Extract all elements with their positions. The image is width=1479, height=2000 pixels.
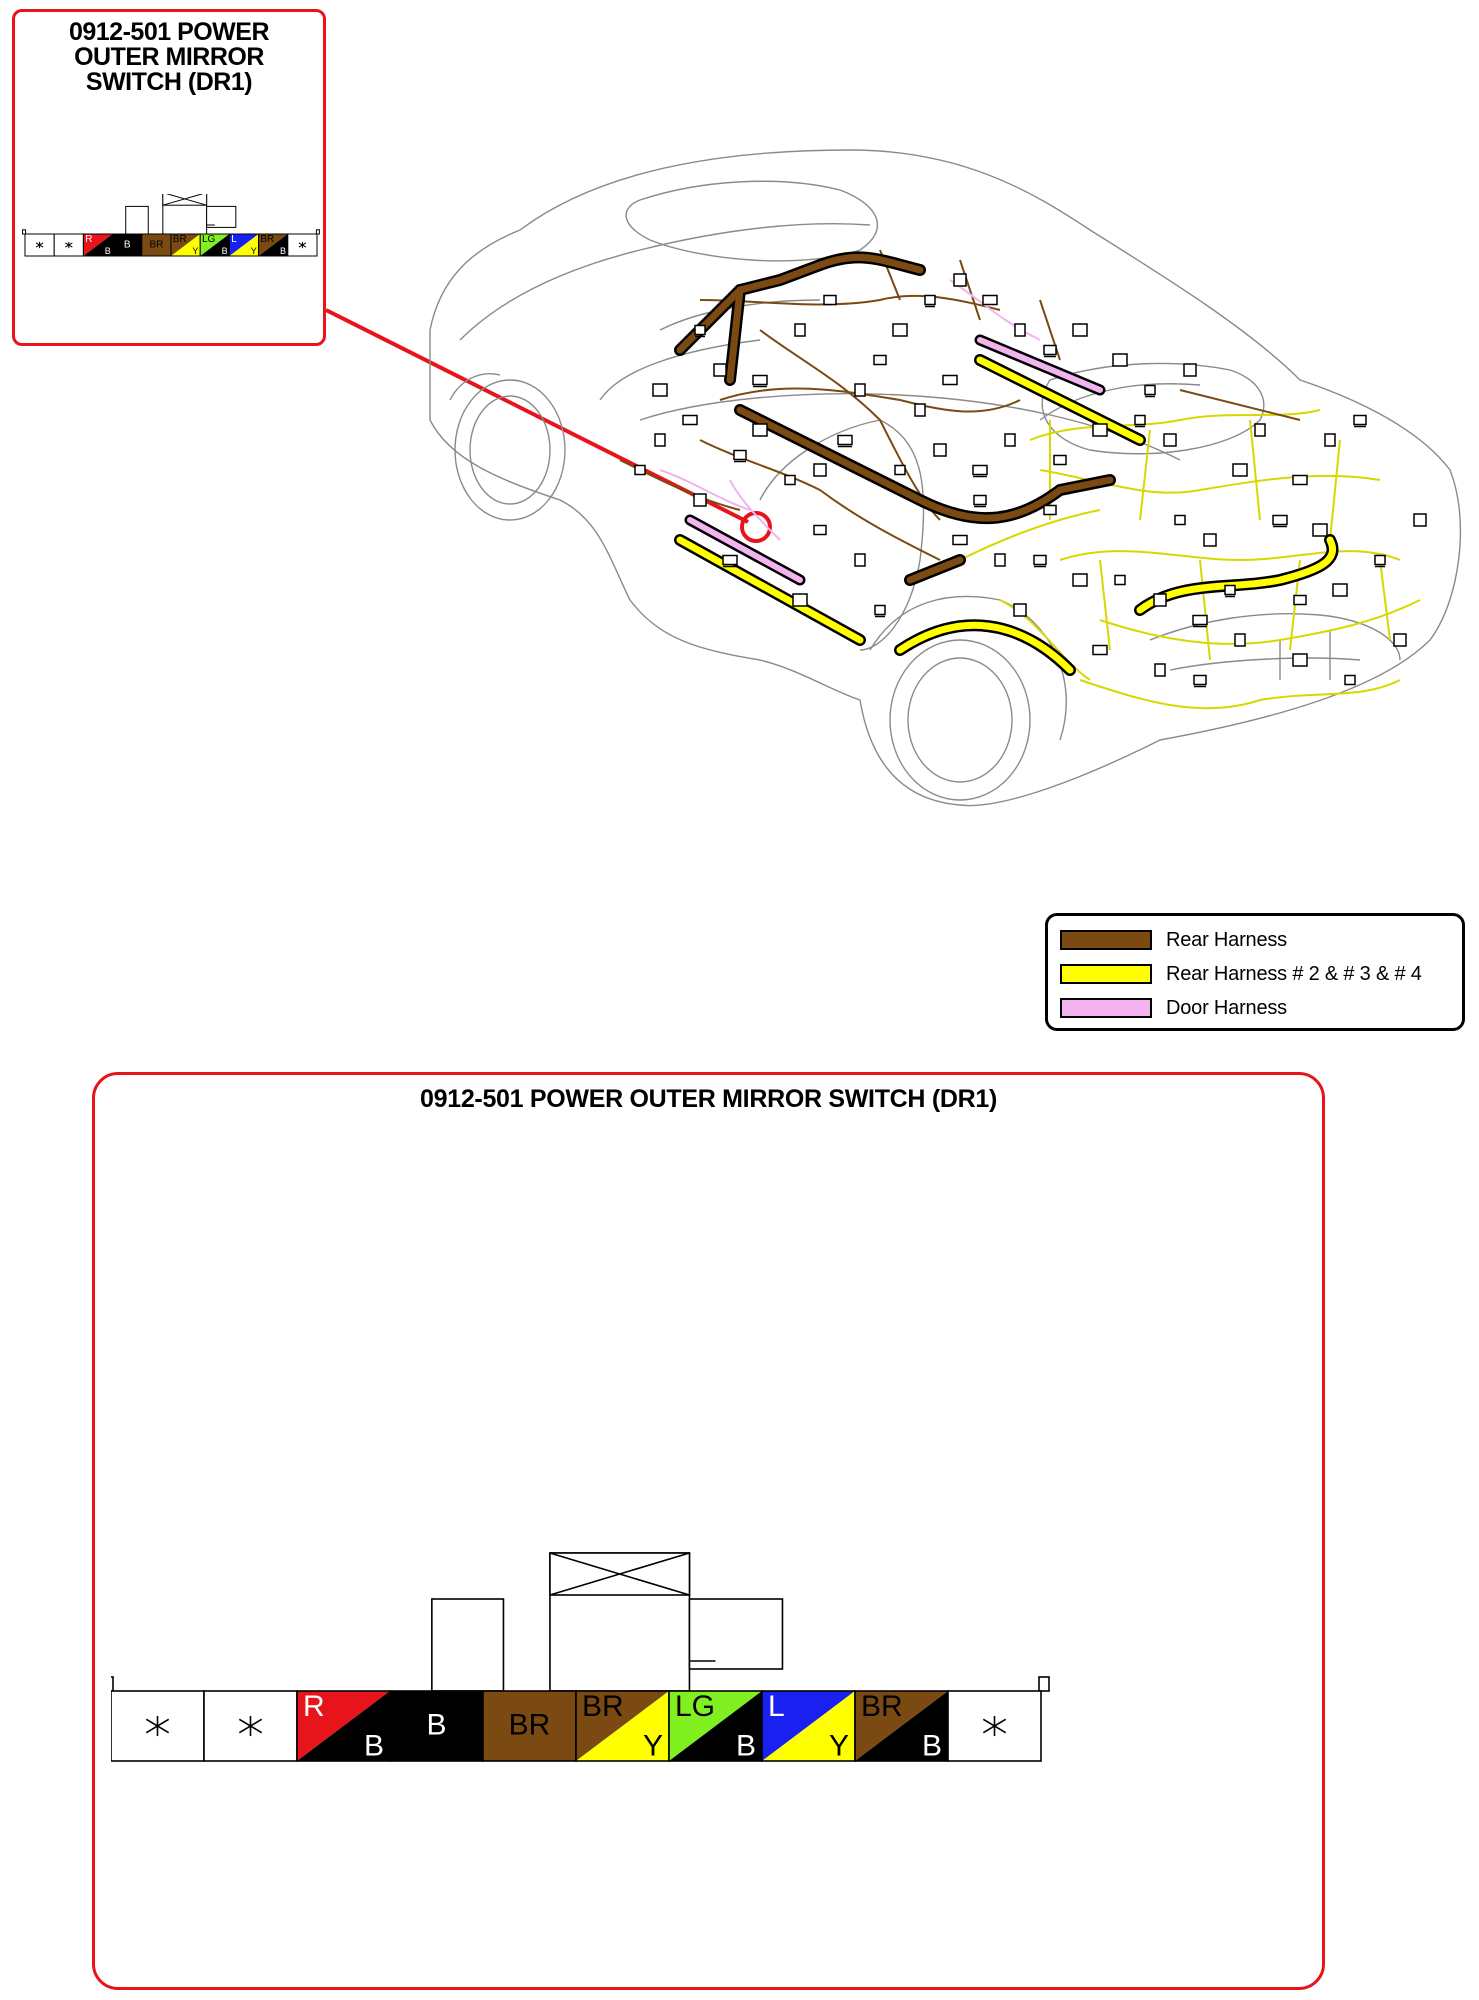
harness-connector-box	[943, 376, 957, 385]
harness-connector-box	[1175, 516, 1185, 525]
pin-wire-color-top: R	[303, 1690, 325, 1724]
harness-connector-box	[974, 496, 986, 505]
harness-connector-box	[1375, 556, 1385, 565]
harness-connector-box	[838, 436, 852, 445]
pin-wire-color-top: R	[85, 233, 93, 245]
harness-connector-box	[1135, 416, 1145, 425]
harness-connector-box	[1044, 506, 1056, 515]
harness-connector-box	[753, 424, 767, 436]
harness-connector-box	[824, 296, 836, 305]
locator-title: 0912-501 POWER OUTER MIRROR SWITCH (DR1)	[68, 18, 270, 96]
harness-connector-box	[915, 404, 925, 416]
harness-connector-box	[694, 494, 706, 506]
harness-connector-box	[1154, 594, 1166, 606]
harness-connector-box	[795, 324, 805, 336]
harness-connector-box	[1145, 386, 1155, 395]
connector-face-diagram	[111, 1475, 1311, 1795]
pin-wire-color-bottom: B	[279, 246, 286, 257]
harness-connector-box	[1005, 434, 1015, 446]
pin-wire-color-top: L	[768, 1690, 785, 1724]
harness-connector-box	[753, 376, 767, 385]
connector-end-tab	[1039, 1677, 1049, 1691]
harness-connector-box	[1194, 676, 1206, 685]
harness-connector-box	[1345, 676, 1355, 685]
connector-pin	[111, 1691, 204, 1761]
connector-pin	[669, 1690, 762, 1762]
harness-connector-box	[683, 416, 697, 425]
harness-connector-box	[895, 466, 905, 475]
harness-connector-box	[973, 466, 987, 475]
harness-connector-box	[1093, 424, 1107, 436]
pin-wire-color-top: BR	[149, 239, 164, 251]
harness-connector-box	[1414, 514, 1426, 526]
legend-swatch	[1060, 998, 1152, 1018]
harness-connector-box	[1354, 416, 1366, 425]
legend-label: Rear Harness # 2 & # 3 & # 4	[1166, 962, 1422, 985]
legend-swatch	[1060, 930, 1152, 950]
pin-wire-color-bottom: Y	[192, 246, 199, 257]
harness-connector-box	[1054, 456, 1066, 465]
harness-connector-box	[814, 526, 826, 535]
connector-end-tab	[111, 1677, 113, 1691]
vehicle-harness-diagram	[400, 130, 1470, 830]
connector-pin	[576, 1690, 669, 1762]
harness-connector-box	[1164, 434, 1176, 446]
harness-connector-box	[1113, 354, 1127, 366]
legend-label: Rear Harness	[1166, 928, 1287, 951]
harness-connector-box	[814, 464, 826, 476]
harness-connector-box	[855, 554, 865, 566]
harness-connector-box	[714, 364, 726, 376]
harness-connector-box	[1233, 464, 1247, 476]
harness-connector-box	[653, 384, 667, 396]
connector-pin	[948, 1691, 1041, 1761]
harness-connector-box	[855, 384, 865, 396]
harness-connector-box	[1255, 424, 1265, 436]
harness-connector-box	[785, 476, 795, 485]
harness-connector-box	[1394, 634, 1406, 646]
connector-detail-callout	[92, 1072, 1325, 1990]
pin-wire-color-top: BR	[861, 1690, 903, 1724]
pin-wire-color-top: LG	[675, 1690, 716, 1724]
pin-wire-color-top: LG	[202, 233, 216, 245]
harness-connector-box	[954, 274, 966, 286]
pin-wire-color-bottom: B	[363, 1729, 384, 1763]
harness-connector-box	[723, 556, 737, 565]
harness-connector-box	[1044, 346, 1056, 355]
harness-connector-box	[1155, 664, 1165, 676]
pin-wire-color-top: BR	[172, 233, 187, 245]
connector-pin	[297, 1690, 390, 1762]
harness-connector-box	[925, 296, 935, 305]
harness-connector-box	[1293, 476, 1307, 485]
harness-connector-box	[953, 536, 967, 545]
legend-item-door-harness	[1060, 994, 1287, 1022]
harness-connector-box	[1294, 596, 1306, 605]
harness-connector-box	[874, 356, 886, 365]
legend-item-rear-harness	[1060, 926, 1287, 954]
harness-connector-box	[1325, 434, 1335, 446]
connector-pin	[204, 1691, 297, 1761]
harness-connector-box	[893, 324, 907, 336]
connector-pin	[762, 1690, 855, 1762]
harness-connector-box	[983, 296, 997, 305]
connector-lock-features	[432, 1553, 783, 1691]
harness-connector-box	[1273, 516, 1287, 525]
pin-wire-color-top: BR	[260, 233, 275, 245]
pin-wire-color-bottom: B	[921, 1729, 942, 1763]
yellow-harness-branches	[960, 410, 1420, 708]
harness-connector-box	[1225, 586, 1235, 595]
harness-connector-box	[995, 554, 1005, 566]
harness-connector-box	[1014, 604, 1026, 616]
harness-connector-box	[695, 326, 705, 335]
pin-wire-color-bottom: B	[221, 246, 228, 257]
connector-pin	[483, 1691, 576, 1761]
pin-wire-color-top: L	[231, 233, 237, 245]
harness-connector-box	[934, 444, 946, 456]
harness-connector-box	[635, 466, 645, 475]
harness-connector-box	[1115, 576, 1125, 585]
harness-connector-box	[734, 451, 746, 460]
harness-connector-box	[1015, 324, 1025, 336]
connector-title: 0912-501 POWER OUTER MIRROR SWITCH (DR1)	[420, 1085, 997, 1113]
harness-connector-box	[1333, 584, 1347, 596]
pin-wire-color-top: B	[123, 239, 131, 251]
legend-swatch	[1060, 964, 1152, 984]
harness-connector-box	[655, 434, 665, 446]
connector-pin	[855, 1690, 948, 1762]
harness-legend	[1045, 913, 1465, 1031]
harness-connector-box	[1313, 524, 1327, 536]
harness-connector-box	[1184, 364, 1196, 376]
pin-wire-color-bottom: B	[735, 1729, 756, 1763]
connector-pin	[390, 1691, 483, 1761]
pin-wire-color-top: B	[426, 1708, 447, 1742]
legend-item-rear-harness-2-3-4	[1060, 960, 1422, 988]
harness-connector-box	[793, 594, 807, 606]
pin-wire-color-top: BR	[508, 1708, 551, 1742]
harness-connector-box	[875, 606, 885, 615]
pin-wire-color-bottom: B	[104, 246, 111, 257]
harness-connector-box	[1235, 634, 1245, 646]
harness-connector-box	[1073, 574, 1087, 586]
door-harness-main	[690, 340, 1100, 580]
pin-wire-color-bottom: Y	[828, 1729, 849, 1763]
harness-connector-box	[1073, 324, 1087, 336]
harness-connector-box	[1193, 616, 1207, 625]
harness-connector-box	[1034, 556, 1046, 565]
pin-wire-color-top: BR	[582, 1690, 624, 1724]
harness-connector-box	[1293, 654, 1307, 666]
legend-label: Door Harness	[1166, 996, 1287, 1019]
harness-connector-box	[1093, 646, 1107, 655]
harness-connector-box	[1204, 534, 1216, 546]
pin-wire-color-bottom: Y	[642, 1729, 663, 1763]
pin-wire-color-bottom: Y	[250, 246, 257, 257]
